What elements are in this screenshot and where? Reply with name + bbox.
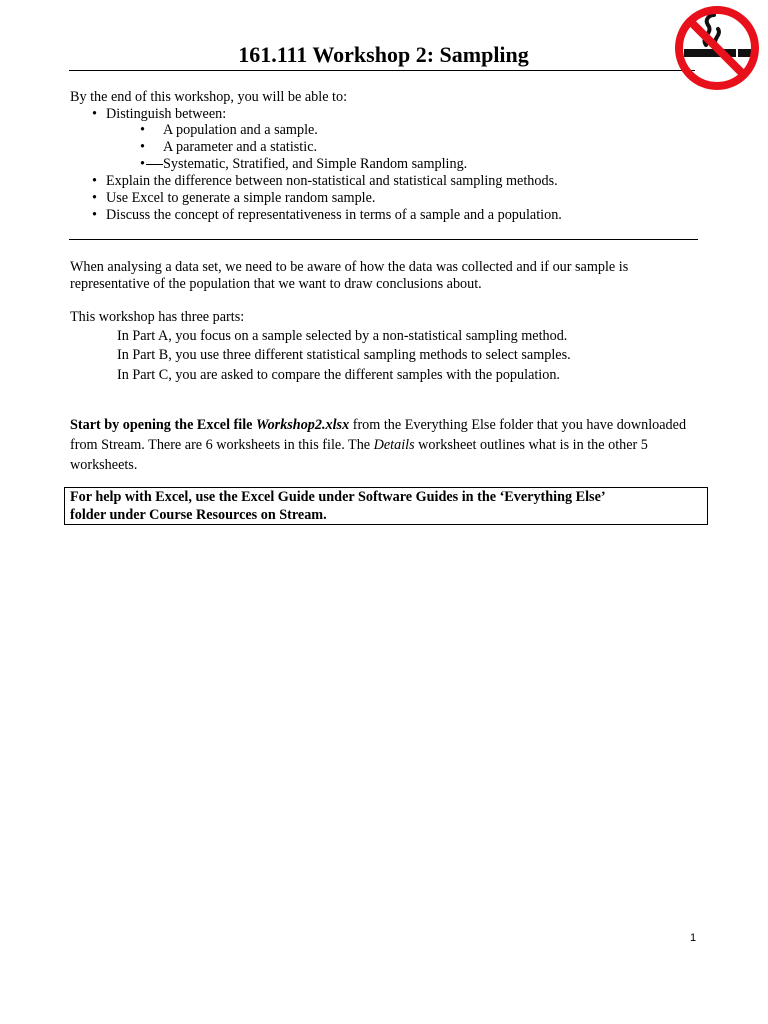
bullet-dash <box>146 164 163 165</box>
part-c-text: In Part C, you are asked to compare the different samples with the population. <box>117 367 560 383</box>
analysing-line-1: When analysing a data set, we need to be aware of how the data was collected and if our sample is <box>70 259 629 275</box>
bullet-dot: • <box>140 156 145 172</box>
bullet-dot: • <box>140 139 145 155</box>
objective-text: Use Excel to generate a simple random sample. <box>106 190 376 206</box>
bullet-dot: • <box>92 173 97 189</box>
sub-objective-text: Systematic, Stratified, and Simple Random sampling. <box>163 156 468 172</box>
excel-filename: Workshop2.xlsx <box>256 417 350 433</box>
start-tail: worksheet outlines what is in the other 5 worksheets. <box>70 437 648 473</box>
help-line-1: For help with Excel, use the Excel Guide under Software Guides in the ‘Everything Else’ <box>70 489 606 505</box>
section-divider <box>69 239 698 240</box>
start-bold-lead: Start by opening the Excel file <box>70 417 257 433</box>
part-b-text: In Part B, you use three different statistical sampling methods to select samples. <box>117 347 571 363</box>
analysing-line-2: representative of the population that we want to draw conclusions about. <box>70 276 482 292</box>
part-a-text: In Part A, you focus on a sample selected by a non-statistical sampling method. <box>117 328 568 344</box>
parts-heading: This workshop has three parts: <box>70 309 245 325</box>
objective-text: Distinguish between: <box>106 106 227 122</box>
start-instructions <box>70 415 706 475</box>
sub-objective-text: A population and a sample. <box>163 122 318 138</box>
title-underline <box>69 70 695 71</box>
bullet-dot: • <box>92 207 97 223</box>
page-number: 1 <box>690 932 697 944</box>
start-after-file: from the Everything Else folder that you have downloaded from Stream. There are 6 worksheets in this file. The <box>70 417 687 453</box>
help-line-2: folder under Course Resources on Stream. <box>70 507 327 523</box>
sub-objective-text: A parameter and a statistic. <box>163 139 318 155</box>
no-smoking-icon <box>670 3 766 93</box>
intro-text: By the end of this workshop, you will be able to: <box>70 89 348 105</box>
objective-text: Explain the difference between non-statistical and statistical sampling methods. <box>106 173 558 189</box>
bullet-dot: • <box>92 106 97 122</box>
bullet-dot: • <box>140 122 145 138</box>
bullet-dot: • <box>92 190 97 206</box>
excel-help-box <box>64 487 708 525</box>
details-worksheet-name: Details <box>373 437 415 453</box>
page-title: 161.111 Workshop 2: Sampling <box>238 42 529 67</box>
objective-text: Discuss the concept of representativeness in terms of a sample and a population. <box>106 207 562 223</box>
